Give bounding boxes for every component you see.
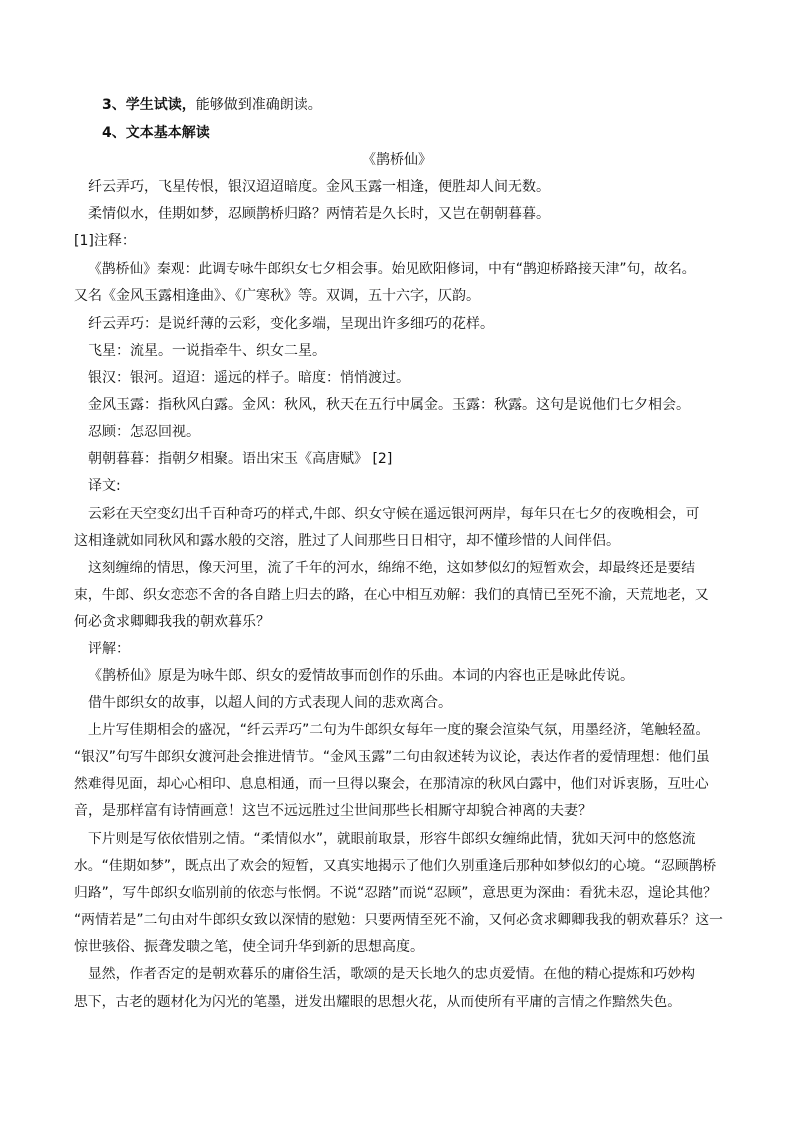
commentary-p4-line-3: 归路”，写牛郎织女临别前的依恋与怅惘。不说“忍踏”而说“忍顾”，意思更为深曲：看犹未忍，遑论其他？ [74,885,717,901]
commentary-p2: 借牛郎织女的故事，以超人间的方式表现人间的悲欢离合。 [88,695,452,711]
notes-label: [1]注释： [74,233,136,249]
translation-label: 译文: [88,478,121,494]
note-1-line-2: 又名《金风玉露相逢曲》、《广寒秋》等。双调，五十六字，仄韵。 [74,288,480,304]
commentary-p3-line-1: 上片写佳期相会的盛况，“纤云弄巧”二句为牛郎织女每年一度的聚会渲染气氛，用墨经济，笔触轻盈。 [88,722,710,738]
commentary-p5-line-1: 显然，作者否定的是朝欢暮乐的庸俗生活，歌颂的是天长地久的忠贞爱情。在他的精心提炼和巧妙构 [88,966,696,982]
commentary-p4-line-4: “两情若是”二句由对牛郎织女致以深情的慰勉：只要两情至死不渝，又何必贪求卿卿我我的朝欢暮乐？这一 [74,912,723,928]
poem-title: 《鹊桥仙》 [362,152,432,168]
section-3-text: 能够做到准确朗读。 [195,97,322,113]
commentary-p3-line-4: 音，是那样富有诗情画意！这岂不远远胜过尘世间那些长相厮守却貌合神离的夫妻？ [74,803,592,819]
commentary-p3-line-3: 然难得见面，却心心相印、息息相通，而一旦得以聚会，在那清凉的秋风白露中，他们对诉衷肠，互吐心 [74,776,709,792]
poem-line-2: 柔情似水，佳期如梦，忍顾鹊桥归路？两情若是久长时，又岂在朝朝暮暮。 [88,206,550,222]
translation-p1-line-1: 云彩在天空变幻出千百种奇巧的样式,牛郎、织女守候在遥远银河两岸，每年只在七夕的夜晚相会，可 [88,506,700,522]
translation-p2-line-2: 束，牛郎、织女恋恋不舍的各自踏上归去的路，在心中相互劝解：我们的真情已至死不渝，天荒地老，又 [74,587,709,603]
section-3-line [102,96,322,114]
commentary-p4-line-5: 惊世骇俗、振聋发聩之笔，使全词升华到新的思想高度。 [74,939,424,955]
note-7: 朝朝暮暮：指朝夕相聚。语出宋玉《高唐赋》 [2] [88,451,393,467]
section-4-heading: 4、文本基本解读 [102,125,210,141]
translation-p2-line-1: 这刻缠绵的情思，像天河里，流了千年的河水，绵绵不绝，这如梦似幻的短暂欢会，却最终还是要结 [88,560,696,576]
note-1-line-1: 《鹊桥仙》秦观：此调专咏牛郎织女七夕相会事。始见欧阳修词，中有“鹊迎桥路接天津”句，故名。 [88,261,696,277]
translation-p1-line-2: 这相逢就如同秋风和露水般的交溶，胜过了人间那些日日相守，却不懂珍惜的人间伴侣。 [74,533,620,549]
commentary-p4-line-1: 下片则是写依依惜别之情。“柔情似水”，就眼前取景，形容牛郎织女缠绵此情，犹如天河中的悠悠流 [88,831,696,847]
note-6: 忍顾：怎忍回视。 [88,424,200,440]
translation-p2-line-3: 何必贪求卿卿我我的朝欢暮乐？ [74,614,270,630]
commentary-label: 评解： [88,641,130,657]
commentary-p4-line-2: 水。“佳期如梦”，既点出了欢会的短暂，又真实地揭示了他们久别重逢后那种如梦似幻的心境。“忍顾鹊桥 [74,858,717,874]
commentary-p5-line-2: 思下，古老的题材化为闪光的笔墨，迸发出耀眼的思想火花，从而使所有平庸的言情之作黯然失色。 [74,994,682,1010]
note-2: 纤云弄巧：是说纤薄的云彩，变化多端，呈现出许多细巧的花样。 [88,316,494,332]
note-4: 银汉：银河。迢迢：遥远的样子。暗度：悄悄渡过。 [88,370,410,386]
poem-line-1: 纤云弄巧，飞星传恨，银汉迢迢暗度。金风玉露一相逢，便胜却人间无数。 [88,179,550,195]
note-3: 飞星：流星。一说指牵牛、织女二星。 [88,343,326,359]
note-5: 金风玉露：指秋风白露。金风：秋风，秋天在五行中属金。玉露：秋露。这句是说他们七夕相会。 [88,397,690,413]
section-3-heading: 3、学生试读， [102,97,196,113]
commentary-p1: 《鹊桥仙》原是为咏牛郎、织女的爱情故事而创作的乐曲。本词的内容也正是咏此传说。 [88,668,634,684]
commentary-p3-line-2: “银汉”句写牛郎织女渡河赴会推进情节。“金风玉露”二句由叙述转为议论，表达作者的爱情理想：他们虽 [74,749,710,765]
